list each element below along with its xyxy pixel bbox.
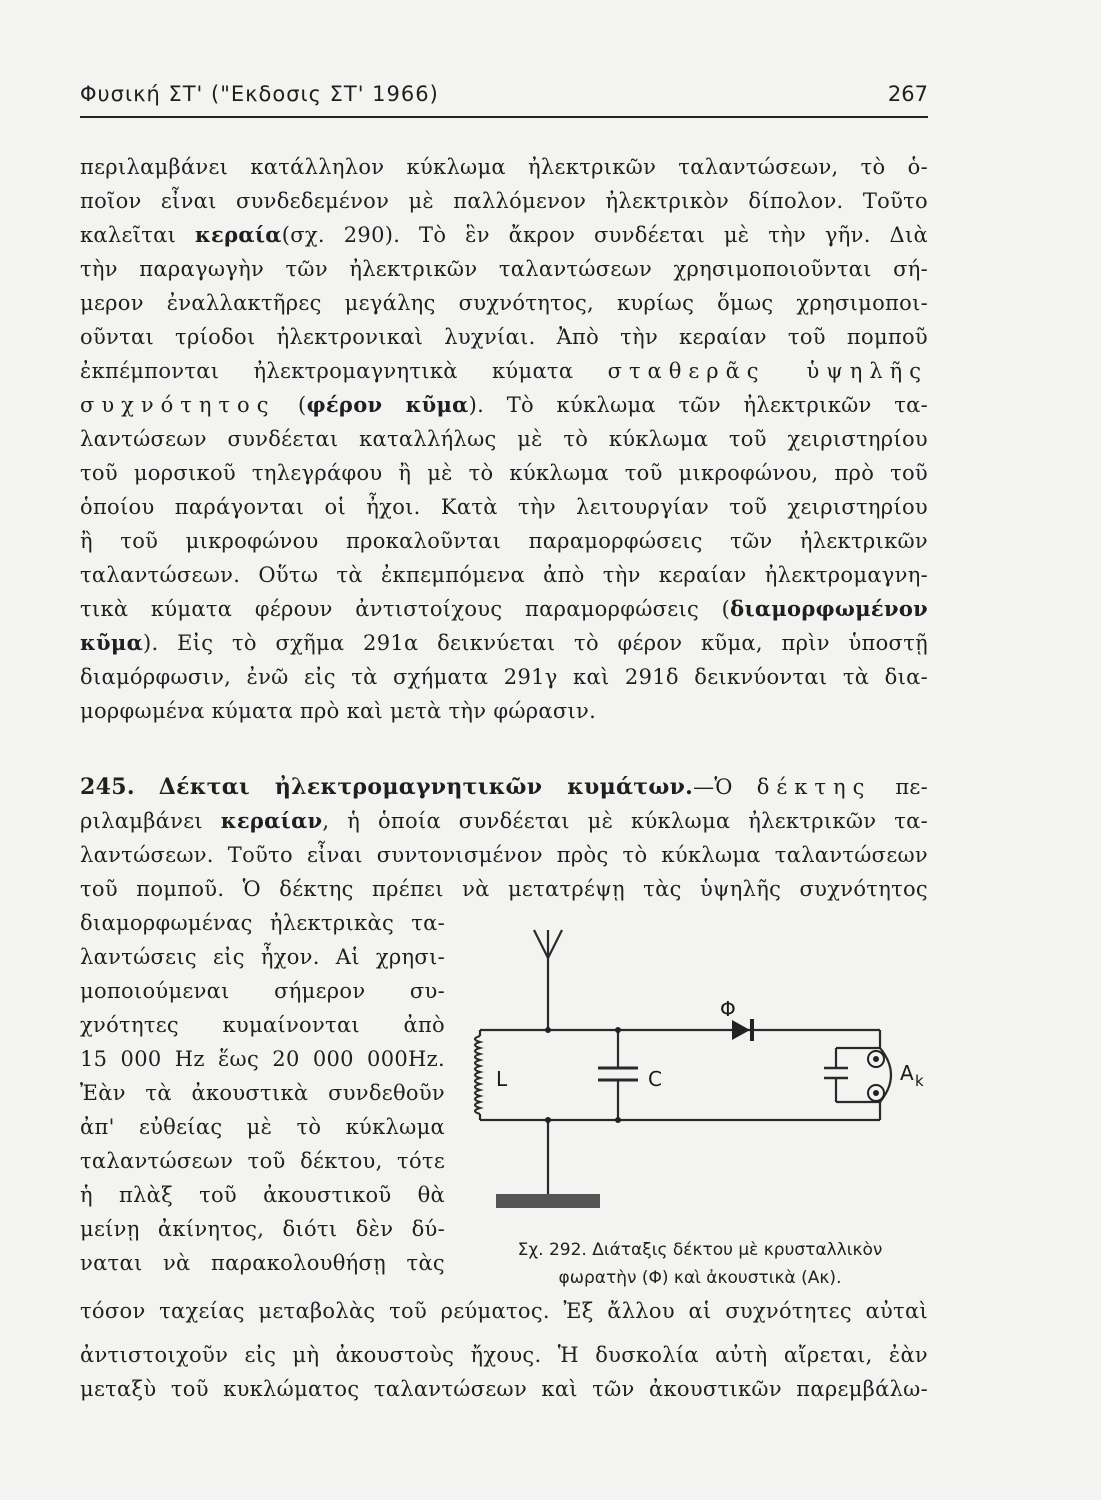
- section-number: 245.: [80, 774, 135, 800]
- spaced-text: δέκτης: [756, 775, 872, 799]
- text-line: λαντώσεων συνδέεται καταλλήλως μὲ τὸ κύκλωμα τοῦ χειριστηρίου: [80, 427, 928, 451]
- junction-dot: [545, 1117, 551, 1123]
- text-line: χνότητες κυμαίνονται ἀπὸ: [80, 1013, 445, 1037]
- text-line: τὴν παραγωγὴν τῶν ἠλεκτρικῶν ταλαντώσεων χρησιμοποιοῦνται σή-: [80, 257, 928, 281]
- text-line: τοῦ πομποῦ. Ὁ δέκτης πρέπει νὰ μετατρέψῃ τὰς ὑψηλῆς συχνότητος: [80, 877, 928, 901]
- term-kyma: κῦμα: [80, 630, 144, 655]
- text-line: ἀντιστοιχοῦν εἰς μὴ ἀκουστοὺς ἤχους. Ἡ δυσκολία αὐτὴ αἴρεται, ἐὰν: [80, 1343, 928, 1367]
- text-line: τικὰ κύματα φέρουν ἀντιστοίχους παραμορφώσεις (διαμορφωμένον: [80, 596, 928, 621]
- antenna-icon: [534, 930, 548, 958]
- earphone-icon: [873, 1056, 879, 1062]
- text-line: διαμορφωμένας ἠλεκτρικὰς τα-: [80, 911, 445, 935]
- text-line: διαμόρφωσιν, ἐνῶ εἰς τὰ σχήματα 291γ καὶ 291δ δεικνύονται τὰ δια-: [80, 665, 928, 689]
- text-line: ριλαμβάνει κεραίαν, ἡ ὁποία συνδέεται μὲ κύκλωμα ἠλεκτρικῶν τα-: [80, 808, 928, 833]
- headphones-label: A: [900, 1061, 914, 1085]
- text-line: περιλαμβάνει κατάλληλον κύκλωμα ἠλεκτρικῶν ταλαντώσεων, τὸ ὁ-: [80, 155, 928, 179]
- text-line: μοποιούμεναι σήμερον συ-: [80, 979, 445, 1003]
- text-line: μείνῃ ἀκίνητος, διότι δὲν δύ-: [80, 1217, 445, 1241]
- text-line: ναται νὰ παρακολουθήσῃ τὰς: [80, 1251, 445, 1275]
- text-line: ταλαντώσεων. Οὕτω τὰ ἐκπεμπόμενα ἀπὸ τὴν κεραίαν ἠλεκτρομαγνη-: [80, 563, 928, 587]
- junction-dot: [615, 1027, 621, 1033]
- text-line: ταλαντώσεων τοῦ δέκτου, τότε: [80, 1149, 445, 1173]
- capacitor-label: C: [648, 1067, 662, 1091]
- text-line: Ἐὰν τὰ ἀκουστικὰ συνδεθοῦν: [80, 1081, 445, 1105]
- term-keraia: κεραία: [195, 222, 282, 247]
- text-line: ἀπ' εὐθείας μὲ τὸ κύκλωμα: [80, 1115, 445, 1139]
- headphones-label-sub: k: [915, 1072, 924, 1090]
- antenna-icon: [548, 930, 562, 958]
- page-number: 267: [887, 82, 928, 106]
- term-diamorfomeno: διαμορφωμένον: [730, 596, 928, 621]
- text-line: ὁποίου παράγονται οἱ ἦχοι. Κατὰ τὴν λειτουργίαν τοῦ χειριστηρίου: [80, 495, 928, 519]
- earphone-icon: [873, 1090, 879, 1096]
- header-rule: [80, 116, 928, 118]
- detector-label: Φ: [720, 997, 736, 1021]
- section-title: Δέκται ἠλεκτρομαγνητικῶν κυμάτων.: [158, 774, 694, 800]
- text-line: τόσον ταχείας μεταβολὰς τοῦ ρεύματος. Ἐξ ἄλλου αἱ συχνότητες αὐταὶ: [80, 1299, 928, 1323]
- running-title: Φυσική ΣΤ' ("Εκδοσις ΣΤ' 1966): [80, 82, 439, 106]
- text-line: 15 000 Hz ἕως 20 000 000Hz.: [80, 1047, 445, 1071]
- spaced-text: συχνότητος: [80, 393, 276, 417]
- text-line: ἐκπέμπονται ἠλεκτρομαγνητικὰ κύματα σταθερᾶς ὑψηλῆς: [80, 359, 928, 383]
- text-line: λαντώσεων. Τοῦτο εἶναι συντονισμένον πρὸς τὸ κύκλωμα ταλαντώσεων: [80, 843, 928, 867]
- text-line: μεταξὺ τοῦ κυκλώματος ταλαντώσεων καὶ τῶν ἀκουστικῶν παρεμβάλω-: [80, 1377, 928, 1401]
- text-line: κῦμα). Εἰς τὸ σχῆμα 291α δεικνύεται τὸ φέρον κῦμα, πρὶν ὑποστῇ: [80, 630, 928, 655]
- text-line: οῦνται τρίοδοι ἠλεκτρονικαὶ λυχνίαι. Ἀπὸ τὴν κεραίαν τοῦ πομποῦ: [80, 325, 928, 349]
- text-line: μερον ἐναλλακτῆρες μεγάλης συχνότητος, κυρίως ὅμως χρησιμοποι-: [80, 291, 928, 315]
- junction-dot: [545, 1027, 551, 1033]
- ground-plate-icon: [496, 1194, 600, 1208]
- receiver-circuit-diagram: [462, 918, 932, 1238]
- text-line: ποῖον εἶναι συνδεδεμένον μὲ παλλόμενον ἠλεκτρικὸν δίπολον. Τοῦτο: [80, 189, 928, 213]
- text-line: λαντώσεις εἰς ἦχον. Αἱ χρησι-: [80, 945, 445, 969]
- text-line: καλεῖται κεραία(σχ. 290). Τὸ ἓν ἄκρον συνδέεται μὲ τὴν γῆν. Διὰ: [80, 222, 928, 247]
- spaced-text: σταθερᾶς ὑψηλῆς: [607, 359, 928, 383]
- figure-caption: Σχ. 292. Διάταξις δέκτου μὲ κρυσταλλικὸν: [517, 1240, 883, 1260]
- coil-label: L: [496, 1067, 508, 1091]
- text-line: τοῦ μορσικοῦ τηλεγράφου ἢ μὲ τὸ κύκλωμα τοῦ μικροφώνου, πρὸ τοῦ: [80, 461, 928, 485]
- coil-icon: [475, 1036, 480, 1114]
- section-heading-line: 245. Δέκται ἠλεκτρομαγνητικῶν κυμάτων.—Ὁ δέκτης πε-: [80, 774, 929, 800]
- text-line: συχνότητος (φέρον κῦμα). Τὸ κύκλωμα τῶν ἠλεκτρικῶν τα-: [80, 392, 928, 417]
- junction-dot: [615, 1117, 621, 1123]
- figure-caption: φωρατὴν (Φ) καὶ ἀκουστικὰ (Ακ).: [558, 1268, 842, 1288]
- term-keraian: κεραίαν: [220, 808, 323, 833]
- text-line: ἡ πλὰξ τοῦ ἀκουστικοῦ θὰ: [80, 1183, 445, 1207]
- text-line: ἢ τοῦ μικροφώνου προκαλοῦνται παραμορφώσεις τῶν ἠλεκτρικῶν: [80, 529, 928, 553]
- text-line: μορφωμένα κύματα πρὸ καὶ μετὰ τὴν φώρασιν.: [80, 699, 597, 723]
- page-header: [80, 80, 928, 120]
- crystal-detector-icon: [732, 1019, 752, 1041]
- term-feron-kyma: φέρον κῦμα: [306, 392, 469, 417]
